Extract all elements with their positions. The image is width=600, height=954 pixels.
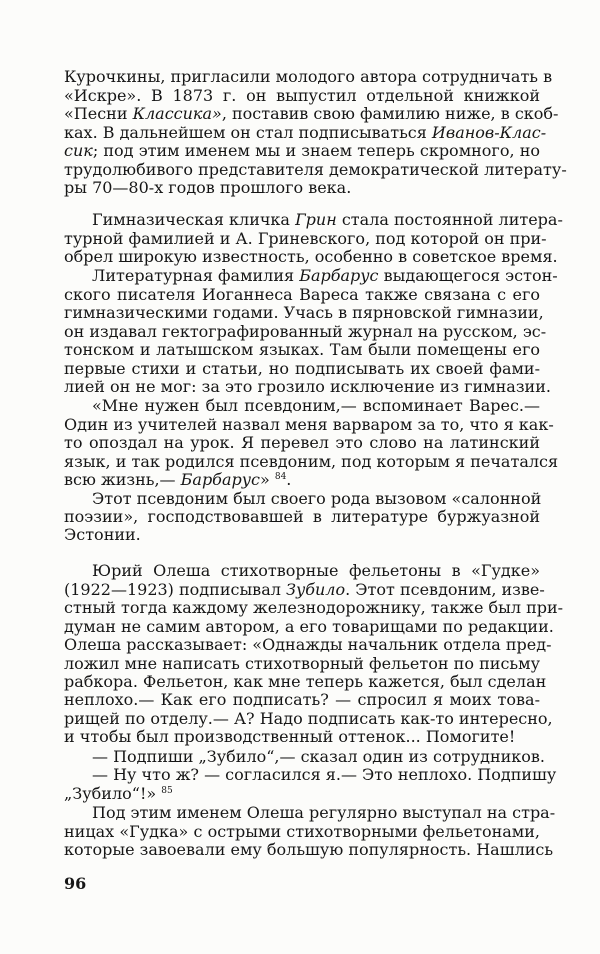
text-line — [64, 246, 558, 267]
text-run: и чтобы был производственный оттенок... Помогите! — [64, 727, 516, 746]
text-run: ницах «Гудка» с острыми стихотворными фельетонами, — [64, 822, 540, 841]
text-run: . Этот псевдоним, изве- — [345, 580, 545, 599]
text-run: которые завоевали ему большую популярность. Нашлись — [64, 840, 554, 859]
text-line — [64, 302, 544, 323]
text-run: «Мне нужен был псевдоним,— вспоминает Варес.— — [92, 396, 540, 415]
text-run: (1922—1923) подписывал — [64, 580, 286, 599]
text-run: рищей по отделу.— А? Надо подписать как-то интересно, — [64, 709, 553, 728]
text-line — [64, 597, 564, 618]
text-run: рабкора. Фельетон, как мне теперь кажется, был сделан — [64, 672, 547, 691]
text-line — [64, 376, 551, 397]
italic-run: сик — [64, 141, 93, 160]
text-line — [64, 689, 540, 710]
italic-run: Грин — [295, 210, 337, 229]
text-line — [64, 783, 540, 804]
italic-run: Барбарус — [180, 470, 260, 489]
text-run: Курочкины, пригласили молодого автора сотрудничать в — [64, 67, 553, 86]
text-run: думан не самим автором, а его товарищами по редакции. — [64, 617, 554, 636]
text-run: тонском и латышском языках. Там были помещены его — [64, 340, 540, 359]
footnote-ref: 84 — [274, 472, 287, 482]
text-run: Литературная фамилия — [92, 266, 300, 285]
footnote-ref: 85 — [161, 786, 173, 796]
text-run: — Ну что ж? — согласился я.— Это неплохо. Подпишу — [92, 765, 557, 784]
text-run: стала постоянной литера- — [336, 210, 563, 229]
text-run: обрел широкую известность, особенно в советское время. — [64, 247, 558, 266]
text-run: Юрий Олеша стихотворные фельетоны в «Гудке» — [92, 561, 540, 580]
text-run: турной фамилией и А. Гриневского, под которой он при- — [64, 229, 547, 248]
text-line — [64, 140, 540, 161]
text-line — [92, 265, 558, 286]
text-run: , поставив свою фамилию ниже, в скоб- — [221, 104, 559, 123]
text-run: Один из учителей назвал меня варваром за то, что я как- — [64, 415, 554, 434]
text-line — [64, 524, 540, 545]
page-number: 96 — [64, 874, 87, 893]
text-line — [64, 66, 553, 87]
text-run: лией он не мог: за это грозило исключение из гимназии. — [64, 377, 551, 396]
text-run: трудолюбивого представителя демократической литерату- — [64, 160, 567, 179]
text-run: он издавал гектографированный журнал на русском, эс- — [64, 322, 547, 341]
text-run: «Песни — [64, 104, 133, 123]
text-run: язык, и так родился псевдоним, под которым я печатался — [64, 452, 559, 471]
italic-run: Иванов-Клас- — [431, 123, 547, 142]
text-run: Гимназическая кличка — [92, 210, 296, 229]
text-line — [92, 802, 556, 823]
text-run: стный тогда каждому железнодорожнику, также был при- — [64, 598, 564, 617]
text-line — [64, 634, 552, 655]
text-run: ложил мне написать стихотворный фельетон по письму — [64, 654, 540, 673]
text-run: Этот псевдоним был своего рода вызовом «салонной — [92, 489, 542, 508]
text-run: ; под этим именем мы и знаем теперь скромного, но — [92, 141, 540, 160]
text-run: гимназическими годами. Учась в пярновской гимназии, — [64, 303, 544, 322]
text-line — [64, 339, 540, 360]
text-run: неплохо.— Как его подписать? — спросил я моих това- — [64, 690, 540, 709]
text-line — [92, 560, 540, 581]
text-line — [64, 103, 559, 124]
text-run: первые стихи и статьи, но подписывать их своей фами- — [64, 359, 540, 378]
text-line — [92, 395, 540, 416]
text-run: ского писателя Иоганнеса Вареса также связана с его — [64, 285, 540, 304]
text-line — [92, 764, 557, 785]
text-run: «Искре». В 1873 г. он выпустил отдельной книжкой — [64, 86, 540, 105]
text-run: ках. В дальнейшем он стал подписываться — [64, 123, 432, 142]
italic-run: Зубило — [285, 580, 346, 599]
text-line — [64, 432, 540, 453]
text-line — [64, 839, 554, 860]
text-run: ры 70—80-х годов прошлого века. — [64, 178, 352, 197]
text-run: „Зубило“!» — [64, 784, 162, 803]
text-run: всю жизнь,— — [64, 470, 181, 489]
text-line — [64, 469, 540, 490]
text-run: Олеша рассказывает: «Однажды начальник отдела пред- — [64, 635, 552, 654]
text-run: Эстонии. — [64, 525, 141, 544]
text-run: . — [286, 470, 292, 489]
text-line — [64, 726, 540, 747]
text-run: » — [259, 470, 275, 489]
text-run: Под этим именем Олеша регулярно выступал на стра- — [92, 803, 556, 822]
text-line — [92, 209, 563, 230]
italic-run: Барбарус — [299, 266, 379, 285]
text-run: выдающегося эстон- — [378, 266, 558, 285]
text-run: то опоздал на урок. Я перевел это слово на латинский — [64, 433, 540, 452]
text-line — [64, 177, 540, 198]
italic-run: Классика» — [132, 104, 222, 123]
text-run: поэзии», господствовавшей в литературе буржуазной — [64, 507, 540, 526]
text-run: — Подпиши „Зубило“,— сказал один из сотрудников. — [92, 747, 545, 766]
